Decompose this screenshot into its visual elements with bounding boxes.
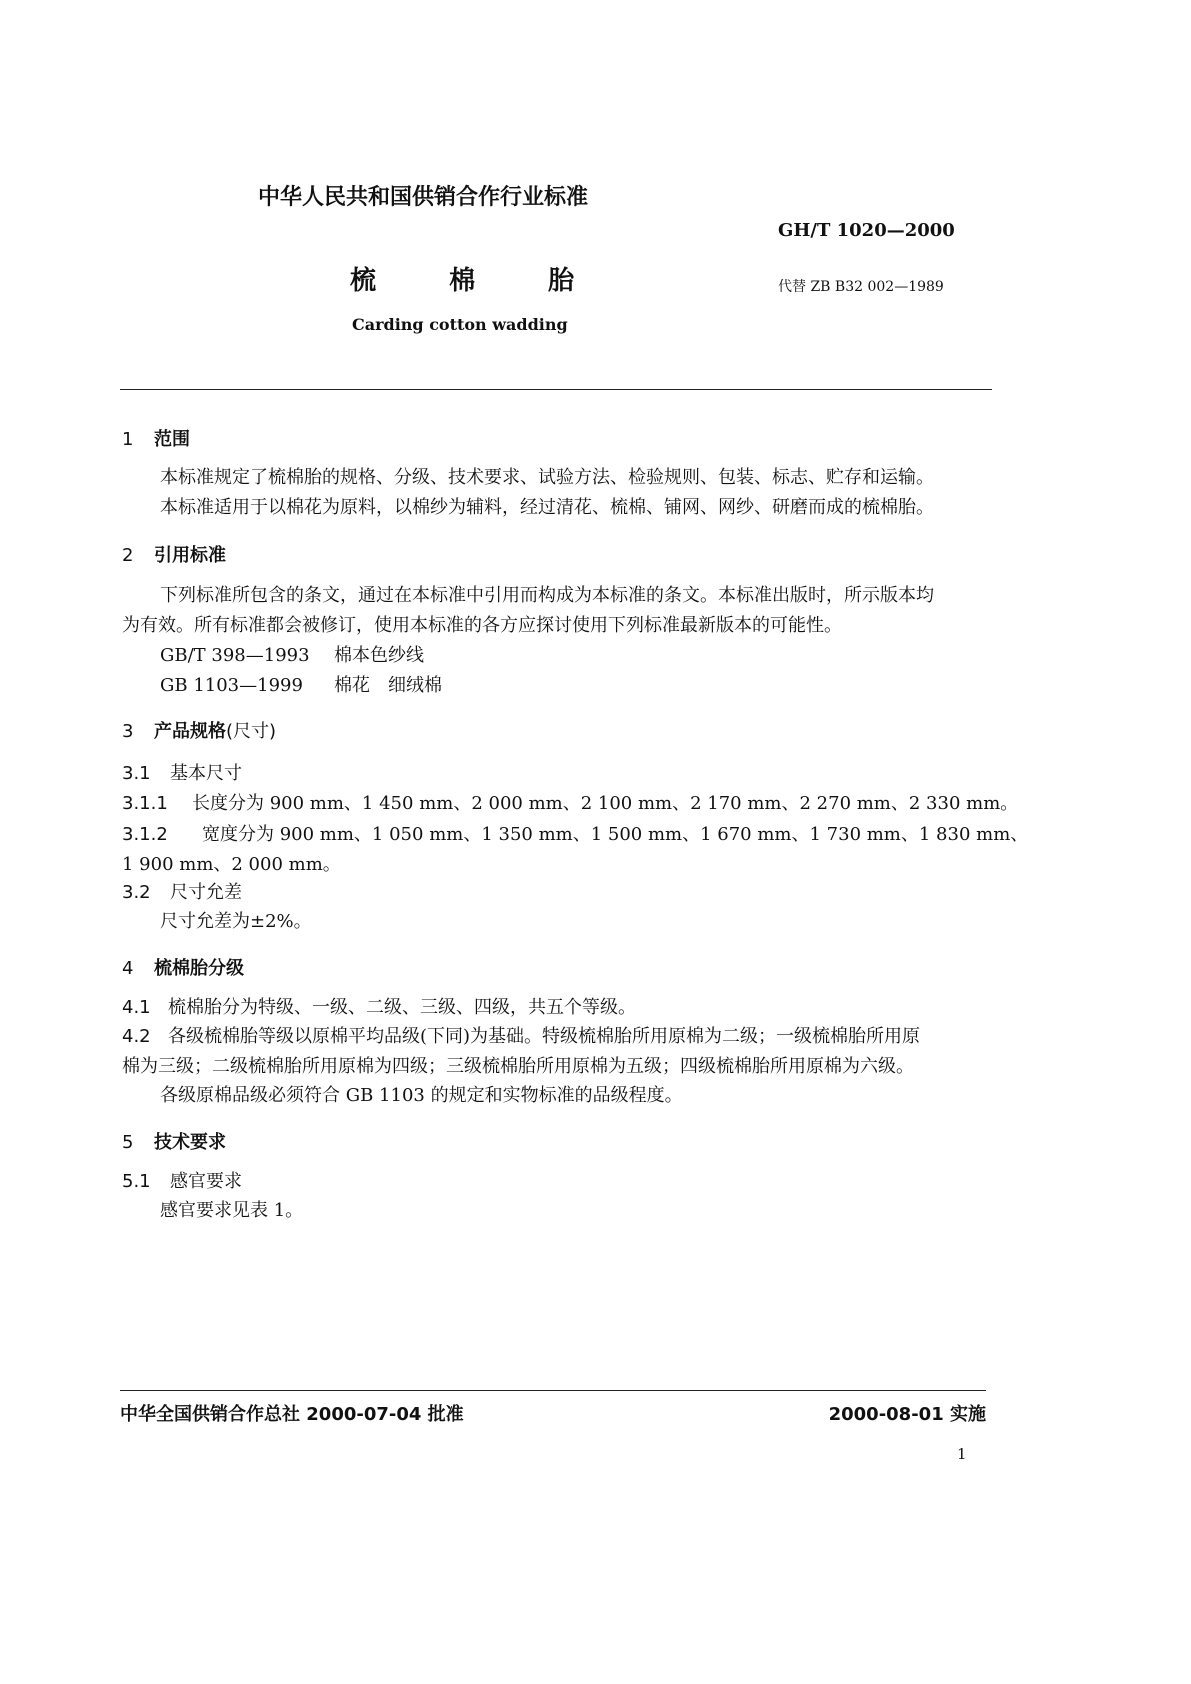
section-4-heading: [122, 954, 244, 980]
section-5-heading: [122, 1128, 226, 1154]
section-title: 梳棉胎分级: [154, 958, 244, 979]
section-number: 2: [122, 545, 134, 566]
standard-code: GH/T 1020—2000: [778, 220, 955, 241]
clause-number: 4.2: [122, 1026, 151, 1047]
issuer-heading: 中华人民共和国供销合作行业标准: [258, 185, 589, 210]
section-number: 5: [122, 1132, 134, 1153]
clause-3-2: [122, 879, 242, 907]
clause-3-2-text: 尺寸允差为±2%。: [160, 911, 312, 932]
title-char-2: 棉: [449, 266, 476, 296]
clause-3-1: [122, 760, 242, 788]
document-title: [350, 260, 574, 297]
english-title: Carding cotton wadding: [352, 315, 568, 334]
clause-4-2: [122, 1023, 920, 1051]
clause-number: 3.1.1: [122, 793, 168, 814]
section-title: 产品规格: [154, 721, 226, 742]
clause-title: 尺寸允差: [170, 882, 242, 903]
clause-4-1: [122, 994, 636, 1022]
clause-title: 感官要求: [170, 1171, 242, 1192]
section-title: 技术要求: [154, 1132, 226, 1153]
section-title: 范围: [154, 429, 190, 450]
section-number: 3: [122, 721, 134, 742]
reference-code: GB/T 398—1993: [160, 645, 310, 666]
section-3-heading: [122, 717, 276, 743]
clause-text: 各级梳棉胎等级以原棉平均品级(下同)为基础。特级梳棉胎所用原棉为二级；一级梳棉胎所用原: [168, 1026, 921, 1047]
section-title: 引用标准: [154, 545, 226, 566]
title-char-3: 胎: [548, 266, 575, 296]
clause-4-2-continued: 棉为三级；二级梳棉胎所用原棉为四级；三级梳棉胎所用原棉为五级；四级梳棉胎所用原棉为六级。: [122, 1056, 914, 1077]
reference-code: GB 1103—1999: [160, 675, 303, 696]
s2-paragraph-line-2: 为有效。所有标准都会被修订，使用本标准的各方应探讨使用下列标准最新版本的可能性。: [122, 615, 842, 636]
section-number: 1: [122, 429, 134, 450]
s1-paragraph-2: 本标准适用于以棉花为原料，以棉纱为辅料，经过清花、梳棉、铺网、网纱、研磨而成的梳棉胎。: [160, 497, 934, 518]
reference-name: 棉本色纱线: [334, 645, 424, 666]
clause-title: 基本尺寸: [170, 763, 242, 784]
footer-rule: [120, 1390, 986, 1391]
effective-date: 2000-08-01 实施: [828, 1404, 986, 1425]
header-rule: [120, 389, 992, 390]
clause-number: 3.2: [122, 882, 151, 903]
s2-paragraph-line-1: 下列标准所包含的条文，通过在本标准中引用而构成为本标准的条文。本标准出版时，所示版本均: [160, 585, 934, 606]
approval-note: 中华全国供销合作总社 2000-07-04 批准: [120, 1404, 464, 1425]
clause-3-1-2: [122, 821, 1028, 849]
clause-text: 长度分为 900 mm、1 450 mm、2 000 mm、2 100 mm、2 170 mm、2 270 mm、2 330 mm。: [192, 793, 1019, 814]
section-number: 4: [122, 958, 134, 979]
clause-number: 3.1.2: [122, 824, 168, 845]
reference-name: 棉花 细绒棉: [334, 675, 442, 696]
page-number: 1: [957, 1445, 967, 1463]
clause-text: 梳棉胎分为特级、一级、二级、三级、四级，共五个等级。: [168, 997, 636, 1018]
clause-5-1: [122, 1168, 242, 1196]
reference-item: [160, 672, 442, 700]
clause-number: 4.1: [122, 997, 151, 1018]
section-title-suffix: (尺寸): [226, 721, 277, 742]
clause-4-2-paragraph: 各级原棉品级必须符合 GB 1103 的规定和实物标准的品级程度。: [160, 1085, 683, 1106]
clause-3-1-2-continued: 1 900 mm、2 000 mm。: [122, 854, 341, 875]
clause-number: 5.1: [122, 1171, 151, 1192]
reference-item: [160, 642, 424, 670]
clause-number: 3.1: [122, 763, 151, 784]
section-1-heading: [122, 425, 190, 451]
replaces-note: 代替 ZB B32 002—1989: [778, 279, 944, 295]
clause-5-1-text: 感官要求见表 1。: [160, 1200, 304, 1221]
s1-paragraph-1: 本标准规定了梳棉胎的规格、分级、技术要求、试验方法、检验规则、包装、标志、贮存和运输。: [160, 467, 934, 488]
title-char-1: 梳: [350, 266, 377, 296]
clause-text: 宽度分为 900 mm、1 050 mm、1 350 mm、1 500 mm、1 670 mm、1 730 mm、1 830 mm、: [202, 824, 1029, 845]
section-2-heading: [122, 541, 226, 567]
clause-3-1-1: [122, 790, 1018, 818]
